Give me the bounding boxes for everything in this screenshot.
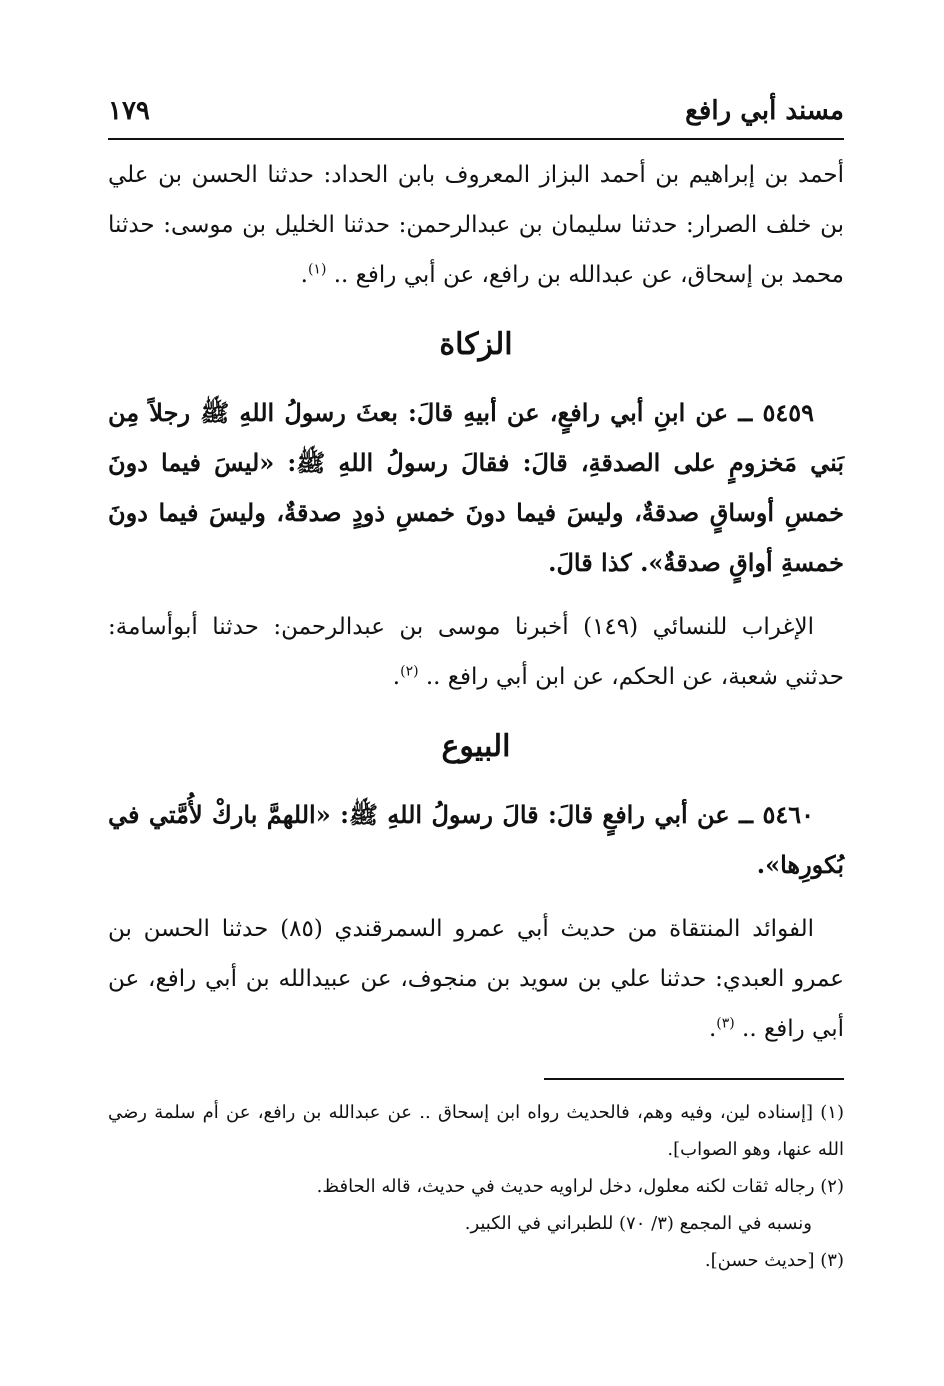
isnad-text-2: الإغراب للنسائي (١٤٩) أخبرنا موسى بن عبدالرحمن: حدثنا أبوأسامة: حدثني شعبة، عن الحكم، عن ابن أبي رافع ..: [108, 614, 844, 690]
hadith-5459: ٥٤٥٩ ــ عن ابنِ أبي رافعٍ، عن أبيهِ قالَ: بعثَ رسولُ اللهِ ﷺ رجلاً مِن بَني مَخزومٍ على الصدقةِ، قالَ: فقالَ رسولُ اللهِ ﷺ: «ليسَ فيما دونَ خمسِ أوساقٍ صدقةٌ، وليسَ فيما دونَ خمسِ ذودٍ صدقةٌ، وليسَ فيما دونَ خمسةِ أواقٍ صدقةٌ». كذا قالَ.: [108, 398, 844, 577]
footnote-ref-2: (٢): [400, 663, 419, 680]
isnad-paragraph-2: الإغراب للنسائي (١٤٩) أخبرنا موسى بن عبدالرحمن: حدثنا أبوأسامة: حدثني شعبة، عن الحكم، عن ابن أبي رافع .. $^{(٢)}$.: [108, 614, 844, 690]
footnote-2: (٢) رجاله ثقات لكنه معلول، دخل لراويه حديث في حديث، قاله الحافظ.: [316, 1176, 844, 1197]
isnad-paragraph-3: الفوائد المنتقاة من حديث أبي عمرو السمرقندي (٨٥) حدثنا الحسن بن عمرو العبدي: حدثنا علي بن سويد بن منجوف، عن عبيدالله بن أبي رافع، عن أبي رافع .. $^{(٣)}$.: [108, 916, 844, 1042]
footnote-ref-3: (٣): [716, 1015, 735, 1032]
isnad-paragraph-1: أحمد بن إبراهيم بن أحمد البزاز المعروف بابن الحداد: حدثنا الحسن بن علي بن خلف الصرار: حدثنا سليمان بن عبدالرحمن: حدثنا الخليل بن موسى: حدثنا محمد بن إسحاق، عن عبدالله بن رافع، عن أبي رافع .. $^{(١)}$.: [108, 162, 844, 288]
footnote-1: (١) [إسناده لين، وفيه وهم، فالحديث رواه ابن إسحاق .. عن عبدالله بن رافع، عن أم سلمة رضي الله عنها، وهو الصواب].: [108, 1102, 844, 1160]
section-heading-zakat: الزكاة: [439, 327, 513, 362]
isnad-text-1: أحمد بن إبراهيم بن أحمد البزاز المعروف بابن الحداد: حدثنا الحسن بن علي بن خلف الصرار: حدثنا سليمان بن عبدالرحمن: حدثنا الخليل بن موسى: حدثنا محمد بن إسحاق، عن عبدالله بن رافع، عن أبي رافع ..: [108, 162, 844, 288]
page-number: ١٧٩: [108, 96, 150, 126]
section-heading-buyu: البيوع: [441, 729, 511, 764]
page-header: [108, 92, 844, 136]
running-title: مسند أبي رافع: [685, 96, 844, 126]
paragraph-gap: [108, 890, 844, 904]
footnote-3: (٣) [حديث حسن].: [704, 1250, 844, 1271]
hadith-5460: ٥٤٦٠ ــ عن أبي رافعٍ قالَ: قالَ رسولُ اللهِ ﷺ: «اللهمَّ باركْ لأُمَّتي في بُكورِها».: [108, 800, 844, 879]
paragraph-gap: [108, 588, 844, 602]
footnotes: [108, 1094, 844, 1279]
header-rule: [108, 138, 844, 140]
footnote-2-continuation: ونسبه في المجمع (٣/ ٧٠) للطبراني في الكبير.: [464, 1213, 812, 1234]
footnote-ref-1: (١): [307, 261, 327, 278]
main-text: [108, 150, 844, 1054]
footnote-rule: [544, 1078, 844, 1080]
isnad-text-3: الفوائد المنتقاة من حديث أبي عمرو السمرقندي (٨٥) حدثنا الحسن بن عمرو العبدي: حدثنا علي بن سويد بن منجوف، عن عبيدالله بن أبي رافع، عن أبي رافع ..: [108, 916, 844, 1042]
